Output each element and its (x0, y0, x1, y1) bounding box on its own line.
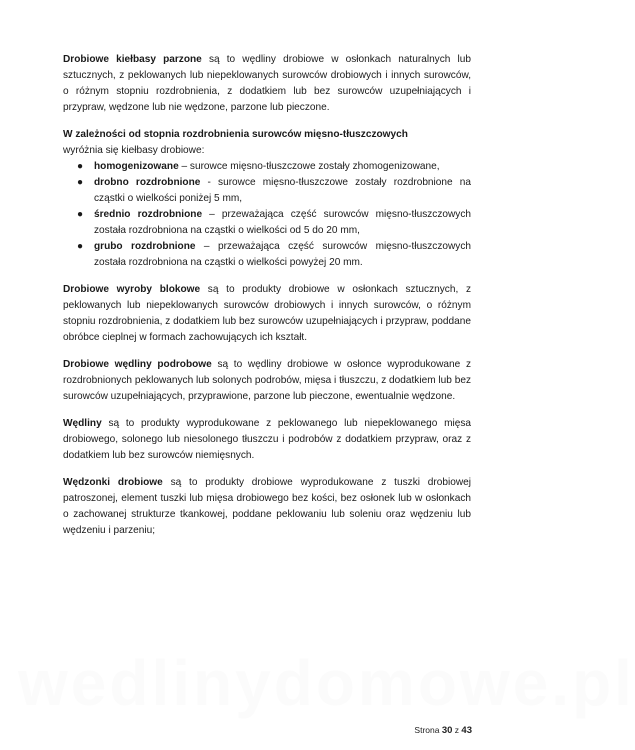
paragraph-wyroby-blokowe (63, 282, 471, 346)
bullet-icon: ● (77, 241, 84, 252)
list-term: drobno rozdrobnione (94, 177, 201, 188)
page-label: Strona (414, 725, 440, 735)
term-wedliny: Wędliny (63, 418, 102, 429)
page-total: 43 (461, 725, 472, 736)
definition-wedliny: są to produkty wyprodukowane z peklowanego lub niepeklowanego mięsa drobiowego, solonego lub niesolonego tłuszczu i podrobów z dodatkiem przypraw, oraz z dodatkiem lub bez surowców niemięsnych. (63, 418, 471, 461)
list-item-grubo (63, 239, 471, 271)
definition-kielbasy-parzone: są to wędliny drobiowe w osłonkach naturalnych lub sztucznych, z peklowanych lub niepeklowanych surowców drobiowych i innych surowców, o różnym stopniu rozdrobnienia, z dodatkiem lub bez surowców uzupełniających i przypraw, wędzone lub nie wędzone, parzone lub pieczone. (63, 54, 471, 113)
list-term: grubo rozdrobnione (94, 241, 196, 252)
paragraph-wedzonki (63, 475, 471, 539)
watermark: wedlinydomowe.pl (18, 647, 635, 719)
bullet-icon: ● (77, 177, 84, 188)
bullet-icon: ● (77, 209, 84, 220)
list-item-homogenizowane (63, 159, 471, 175)
paragraph-kielbasy-parzone (63, 52, 471, 116)
list-item-srednio (63, 207, 471, 239)
classification-heading: W zależności od stopnia rozdrobnienia surowców mięsno-tłuszczowych (63, 129, 408, 140)
list-item-drobno (63, 175, 471, 207)
list-term: homogenizowane (94, 161, 179, 172)
classification-section (63, 127, 471, 271)
term-wedliny-podrobowe: Drobiowe wędliny podrobowe (63, 359, 212, 370)
bullet-icon: ● (77, 161, 84, 172)
list-text: – surowce mięsno-tłuszczowe zostały zhomogenizowane, (178, 161, 440, 172)
term-kielbasy-parzone: Drobiowe kiełbasy parzone (63, 54, 202, 65)
definition-wedliny-podrobowe: są to wędliny drobiowe w osłonce wyprodukowane z rozdrobnionych peklowanych lub solonych podrobów, mięsa i tłuszczu, z dodatkiem lub bez surowców uzupełniających, przyprawione, parzone lub pieczone, ewentualnie wędzone. (63, 359, 471, 402)
paragraph-wedliny (63, 416, 471, 464)
list-term: średnio rozdrobnione (94, 209, 203, 220)
page-footer (414, 725, 472, 736)
list-text: – przeważająca część surowców mięsno-tłuszczowych została rozdrobniona na cząstki o wielkości od 5 do 20 mm, (94, 209, 471, 236)
classification-intro: wyróżnia się kiełbasy drobiowe: (63, 145, 205, 156)
document-page (63, 52, 471, 550)
classification-heading-line (63, 127, 471, 143)
term-wedzonki: Wędzonki drobiowe (63, 477, 163, 488)
definition-wyroby-blokowe: są to produkty drobiowe w osłonkach sztucznych, z peklowanych lub niepeklowanych surowców drobiowych i innych surowców, o różnym stopniu rozdrobnienia, z dodatkiem lub bez surowców uzupełniających i przypraw, poddane obróbce cieplnej w formach zachowujących ich kształt. (63, 284, 471, 343)
classification-list (63, 159, 471, 271)
term-wyroby-blokowe: Drobiowe wyroby blokowe (63, 284, 201, 295)
paragraph-wedliny-podrobowe (63, 357, 471, 405)
page-current: 30 (441, 725, 453, 736)
list-text: - surowce mięsno-tłuszczowe zostały rozdrobnione na cząstki o wielkości poniżej 5 mm, (94, 177, 472, 204)
definition-wedzonki: są to produkty drobiowe wyprodukowane z tuszki drobiowej patroszonej, element tuszki lub mięsa drobiowego bez kości, bez osłonek lub w osłonkach o zachowanej strukturze tkankowej, poddane peklowaniu lub soleniu oraz wędzeniu lub wędzeniu i parzeniu; (63, 477, 471, 536)
page-separator: z (454, 725, 460, 735)
list-text: – przeważająca część surowców mięsno-tłuszczowych została rozdrobniona na cząstki o wielkości powyżej 20 mm. (94, 241, 471, 268)
